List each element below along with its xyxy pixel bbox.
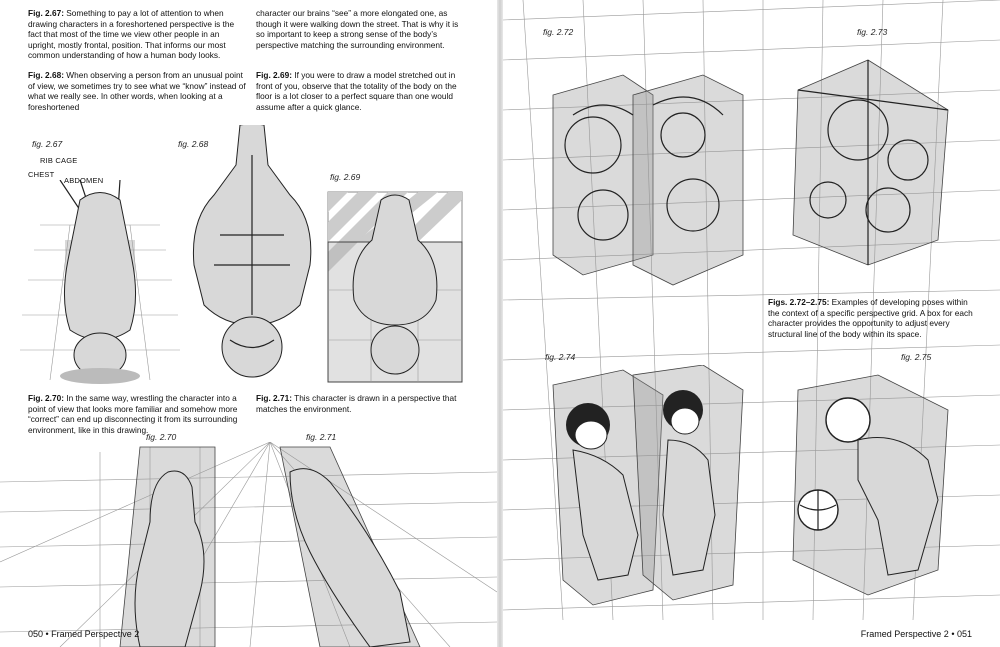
abdomen-annotation: ABDOMEN	[64, 176, 104, 185]
fig-275-label: fig. 2.75	[901, 352, 932, 362]
fig-268-text: When observing a person from an unusual point of view, we sometimes try to see what we “know” instead of what we really see. In other words, when looking at a foreshortened	[28, 70, 246, 112]
fig-272-illustration	[543, 55, 763, 305]
fig-269-label: fig. 2.69	[330, 172, 361, 182]
fig-273-label: fig. 2.73	[857, 27, 888, 37]
caption-fig-271	[256, 393, 466, 414]
figs-272-275-text: Examples of developing poses within the context of a specific perspective grid. A box for each character provides the opportunity to adjust every structural line of the body within its space.	[768, 297, 973, 339]
fig-267-text: Something to pay a lot of attention to when drawing characters in a foreshortened perspective is the fact that most of the time we view other people in an upright, mostly frontal, position. That informs our most common understanding of how a human body looks.	[28, 8, 235, 61]
fig-270-ref: Fig. 2.70:	[28, 393, 64, 403]
fig-267-label: fig. 2.67	[32, 139, 63, 149]
right-folio: Framed Perspective 2 • 051	[860, 629, 972, 639]
fig-270-271-illustration	[0, 442, 497, 647]
col2-continued-text: character our brains “see” a more elongated one, as though it were walking down the street. That is why it is so important to keep a strong sense of the body’s perspective matching the surrounding environment.	[256, 8, 459, 50]
fig-271-ref: Fig. 2.71:	[256, 393, 292, 403]
fig-271-label: fig. 2.71	[306, 432, 337, 442]
fig-274-illustration	[543, 365, 773, 610]
fig-268-label: fig. 2.68	[178, 139, 209, 149]
fig-268-ref: Fig. 2.68:	[28, 70, 64, 80]
fig-267-ref: Fig. 2.67:	[28, 8, 64, 18]
left-page	[0, 0, 497, 647]
fig-269-illustration	[326, 190, 464, 390]
fig-270-text: In the same way, wrestling the character into a point of view that looks more familiar and somehow more “correct” can end up disconnecting it from its surrounding environment, like in this drawing.	[28, 393, 238, 435]
fig-275-illustration	[788, 370, 958, 600]
fig-268-illustration	[180, 125, 325, 387]
fig-273-illustration	[788, 50, 958, 270]
figs-272-275-ref: Figs. 2.72–2.75:	[768, 297, 830, 307]
paragraph-col2-continued	[256, 8, 466, 50]
paragraph-fig-268	[28, 70, 246, 112]
right-page	[503, 0, 1000, 647]
fig-270-label: fig. 2.70	[146, 432, 177, 442]
caption-fig-270	[28, 393, 246, 435]
chest-annotation: CHEST	[28, 170, 55, 179]
fig-272-label: fig. 2.72	[543, 27, 574, 37]
rib-cage-annotation: RIB CAGE	[40, 156, 78, 165]
fig-269-text: If you were to draw a model stretched out in front of you, observe that the totality of the body on the floor is a lot closer to a perfect square than one would assume after a quick glance.	[256, 70, 457, 112]
paragraph-fig-267	[28, 8, 246, 61]
caption-figs-272-275	[768, 297, 974, 339]
fig-271-text: This character is drawn in a perspective that matches the environment.	[256, 393, 457, 414]
fig-274-label: fig. 2.74	[545, 352, 576, 362]
left-folio: 050 • Framed Perspective 2	[28, 629, 140, 639]
fig-269-ref: Fig. 2.69:	[256, 70, 292, 80]
paragraph-fig-269	[256, 70, 466, 112]
fig-267-illustration	[20, 180, 180, 385]
